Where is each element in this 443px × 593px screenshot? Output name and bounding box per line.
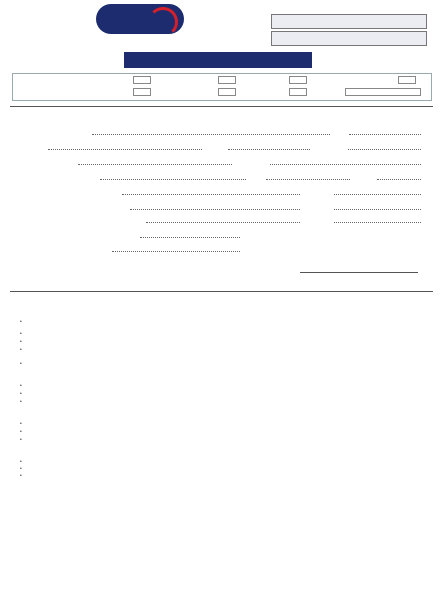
field-barrio-input[interactable] [228, 149, 310, 150]
field-rep-legal-input[interactable] [122, 194, 300, 195]
firma-line[interactable] [300, 272, 418, 273]
opt-pensionado-checkbox[interactable] [289, 88, 307, 96]
bullet-icon: • [20, 383, 22, 389]
field-nit-input[interactable] [349, 134, 421, 135]
bullet-icon: • [20, 421, 22, 427]
fecha-field[interactable] [271, 31, 427, 46]
field-director-input[interactable] [146, 222, 300, 223]
field-ciudad-input[interactable] [377, 179, 421, 180]
field-telefonos-input[interactable] [270, 164, 421, 165]
form-title [124, 52, 312, 68]
field-municipio-input[interactable] [348, 149, 421, 150]
field-direccion-input[interactable] [48, 149, 202, 150]
bullet-icon: • [20, 347, 22, 353]
field-tels-input[interactable] [266, 179, 350, 180]
field-correo-input[interactable] [78, 164, 232, 165]
bullet-icon: • [20, 473, 22, 479]
opt-independiente-checkbox[interactable] [133, 88, 151, 96]
opt-empresa-oficial-checkbox[interactable] [218, 76, 236, 84]
field-nocc1-input[interactable] [334, 194, 421, 195]
radicacion-field[interactable] [271, 14, 427, 29]
opt-persona-natural-checkbox[interactable] [218, 88, 236, 96]
logo-copi-badge [96, 4, 184, 34]
field-num-trabajadores-input[interactable] [112, 251, 240, 252]
opt-cooperativa-checkbox[interactable] [289, 76, 307, 84]
bullet-icon: • [20, 459, 22, 465]
bullet-icon: • [20, 437, 22, 443]
bullet-icon: • [20, 466, 22, 472]
field-valor-nomina-input[interactable] [140, 237, 240, 238]
field-nombre-input[interactable] [92, 134, 330, 135]
bullet-icon: • [20, 399, 22, 405]
bullet-icon: • [20, 331, 22, 337]
field-nocc3-input[interactable] [334, 222, 421, 223]
opt-otros-field[interactable] [345, 88, 421, 96]
opt-empresa-privada-checkbox[interactable] [133, 76, 151, 84]
divider-section2 [10, 291, 433, 292]
divider-top [10, 106, 433, 107]
bullet-icon: • [20, 319, 22, 325]
opt-institucion-checkbox[interactable] [398, 76, 416, 84]
field-conyuge-input[interactable] [130, 209, 300, 210]
bullet-icon: • [20, 429, 22, 435]
bullet-icon: • [20, 339, 22, 345]
field-nocc2-input[interactable] [334, 209, 421, 210]
bullet-icon: • [20, 391, 22, 397]
bullet-icon: • [20, 361, 22, 367]
field-dir-oficina-input[interactable] [100, 179, 246, 180]
